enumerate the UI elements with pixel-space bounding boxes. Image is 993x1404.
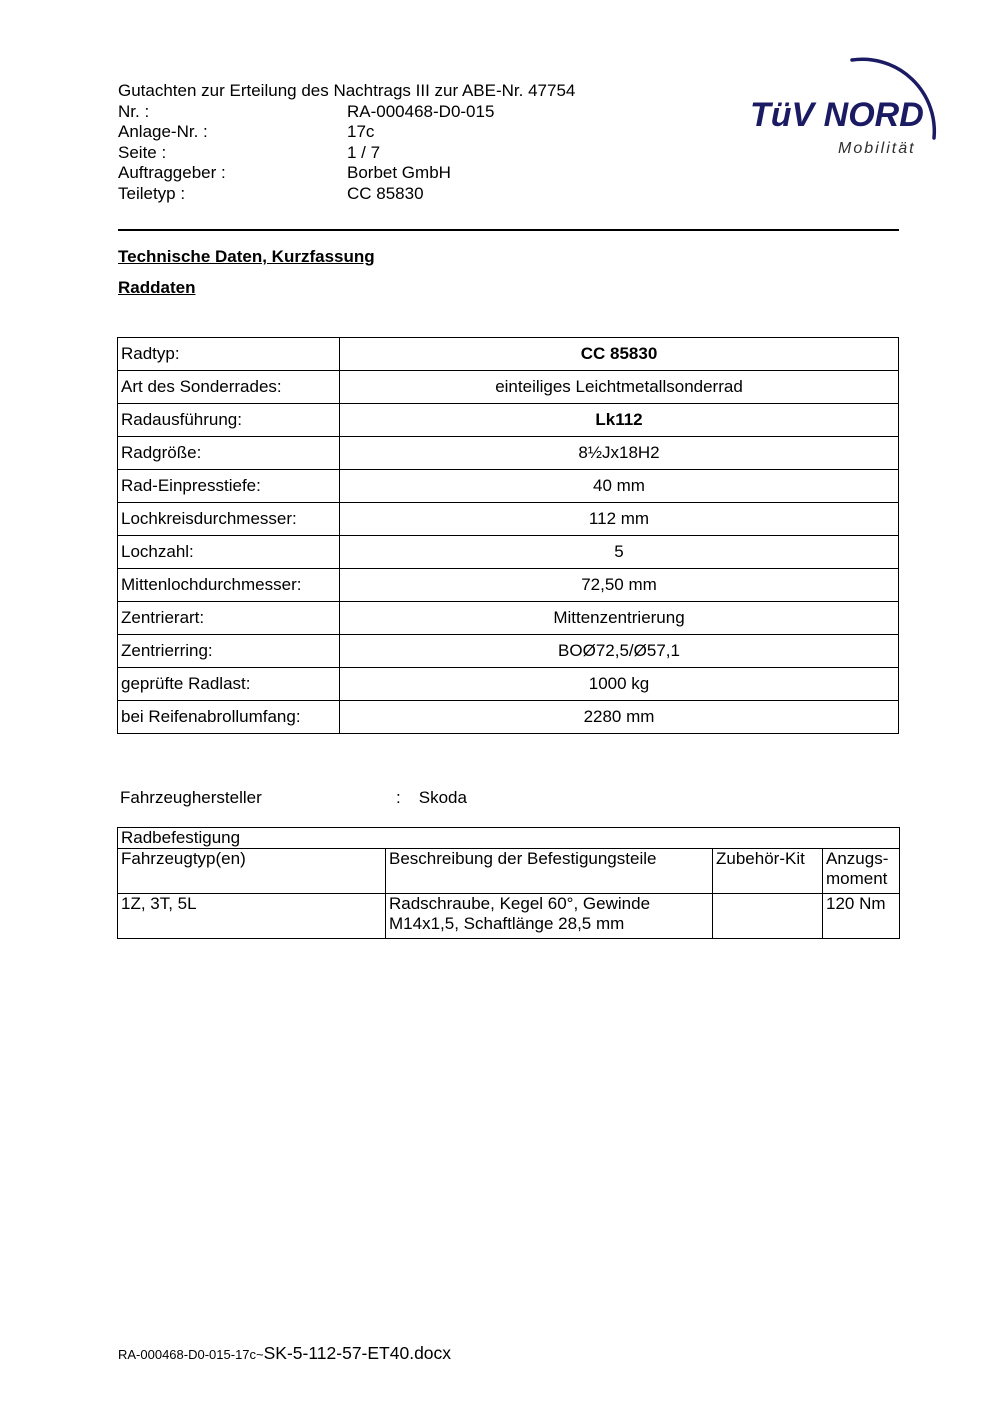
row-value: 40 mm bbox=[340, 470, 899, 503]
row-label: Rad-Einpresstiefe: bbox=[118, 470, 340, 503]
cell-anzugsmoment: 120 Nm bbox=[823, 894, 900, 939]
tuev-nord-logo bbox=[748, 48, 948, 168]
cell-fahrzeugtyp: 1Z, 3T, 5L bbox=[118, 894, 386, 939]
manufacturer-value: Skoda bbox=[418, 788, 467, 807]
row-value: BOØ72,5/Ø57,1 bbox=[340, 635, 899, 668]
column-header-beschreibung: Beschreibung der Befestigungsteile bbox=[386, 849, 713, 894]
section-heading-technische-daten: Technische Daten, Kurzfassung bbox=[118, 247, 375, 266]
document-footer bbox=[118, 1343, 451, 1364]
header-field-auftraggeber bbox=[118, 163, 575, 184]
table-row bbox=[118, 602, 899, 635]
table-row bbox=[118, 569, 899, 602]
row-label: Radausführung: bbox=[118, 404, 340, 437]
row-label: Zentrierring: bbox=[118, 635, 340, 668]
table-row bbox=[118, 503, 899, 536]
table-row bbox=[118, 437, 899, 470]
field-value: RA-000468-D0-015 bbox=[347, 101, 495, 121]
field-value: 1 / 7 bbox=[347, 142, 381, 162]
row-value: 5 bbox=[340, 536, 899, 569]
row-label: Lochzahl: bbox=[118, 536, 340, 569]
row-value: Lk112 bbox=[340, 404, 899, 437]
table-title-row bbox=[118, 828, 900, 849]
field-value: 17c bbox=[347, 122, 375, 142]
footer-doc-prefix: RA-000468-D0-015-17c~ bbox=[118, 1347, 264, 1362]
header-field-teiletyp bbox=[118, 184, 575, 205]
radbefestigung-table bbox=[117, 827, 900, 939]
section-heading-raddaten: Raddaten bbox=[118, 278, 196, 297]
table-row bbox=[118, 701, 899, 734]
logo-wordmark: TüV NORD bbox=[750, 96, 924, 134]
raddaten-table bbox=[117, 337, 899, 734]
table-title: Radbefestigung bbox=[118, 828, 900, 849]
row-value: CC 85830 bbox=[340, 338, 899, 371]
document-title: Gutachten zur Erteilung des Nachtrags III zur ABE-Nr. 47754 bbox=[118, 81, 576, 100]
header-field-nr bbox=[118, 102, 575, 123]
field-value: Borbet GmbH bbox=[347, 163, 451, 183]
row-value: 112 mm bbox=[340, 503, 899, 536]
table-header-row bbox=[118, 849, 900, 894]
table-row bbox=[118, 338, 899, 371]
table-row bbox=[118, 536, 899, 569]
row-label: Radgröße: bbox=[118, 437, 340, 470]
footer-doc-name: SK-5-112-57-ET40.docx bbox=[263, 1343, 452, 1363]
manufacturer-label: Fahrzeughersteller bbox=[120, 788, 262, 807]
row-label: bei Reifenabrollumfang: bbox=[118, 701, 340, 734]
field-label: Teiletyp : bbox=[118, 183, 186, 203]
row-label: Art des Sonderrades: bbox=[118, 371, 340, 404]
header-field-seite bbox=[118, 143, 575, 164]
row-value: einteiliges Leichtmetallsonderrad bbox=[340, 371, 899, 404]
cell-zubehoer bbox=[713, 894, 823, 939]
table-row bbox=[118, 894, 900, 939]
row-label: Radtyp: bbox=[118, 338, 340, 371]
logo-subtitle: Mobilität bbox=[838, 140, 916, 157]
table-row bbox=[118, 668, 899, 701]
header-divider bbox=[118, 229, 899, 231]
table-row bbox=[118, 635, 899, 668]
field-label: Seite : bbox=[118, 142, 167, 162]
row-value: Mittenzentrierung bbox=[340, 602, 899, 635]
row-value: 1000 kg bbox=[340, 668, 899, 701]
field-label: Auftraggeber : bbox=[118, 163, 226, 183]
column-header-anzugsmoment: Anzugs-moment bbox=[823, 849, 900, 894]
document-header bbox=[118, 81, 575, 205]
row-label: Lochkreisdurchmesser: bbox=[118, 503, 340, 536]
manufacturer-separator: : bbox=[396, 788, 401, 807]
field-label: Anlage-Nr. : bbox=[118, 122, 208, 142]
row-label: Mittenlochdurchmesser: bbox=[118, 569, 340, 602]
row-value: 2280 mm bbox=[340, 701, 899, 734]
header-field-anlage-nr bbox=[118, 122, 575, 143]
row-value: 72,50 mm bbox=[340, 569, 899, 602]
row-label: geprüfte Radlast: bbox=[118, 668, 340, 701]
row-label: Zentrierart: bbox=[118, 602, 340, 635]
table-row bbox=[118, 371, 899, 404]
field-value: CC 85830 bbox=[347, 183, 424, 203]
table-row bbox=[118, 470, 899, 503]
table-row bbox=[118, 404, 899, 437]
row-value: 8½Jx18H2 bbox=[340, 437, 899, 470]
vehicle-manufacturer-line bbox=[120, 788, 467, 808]
column-header-fahrzeugtyp: Fahrzeugtyp(en) bbox=[118, 849, 386, 894]
column-header-zubehoer-kit: Zubehör-Kit bbox=[713, 849, 823, 894]
field-label: Nr. : bbox=[118, 101, 150, 121]
cell-beschreibung: Radschraube, Kegel 60°, Gewinde M14x1,5, Schaftlänge 28,5 mm bbox=[386, 894, 713, 939]
